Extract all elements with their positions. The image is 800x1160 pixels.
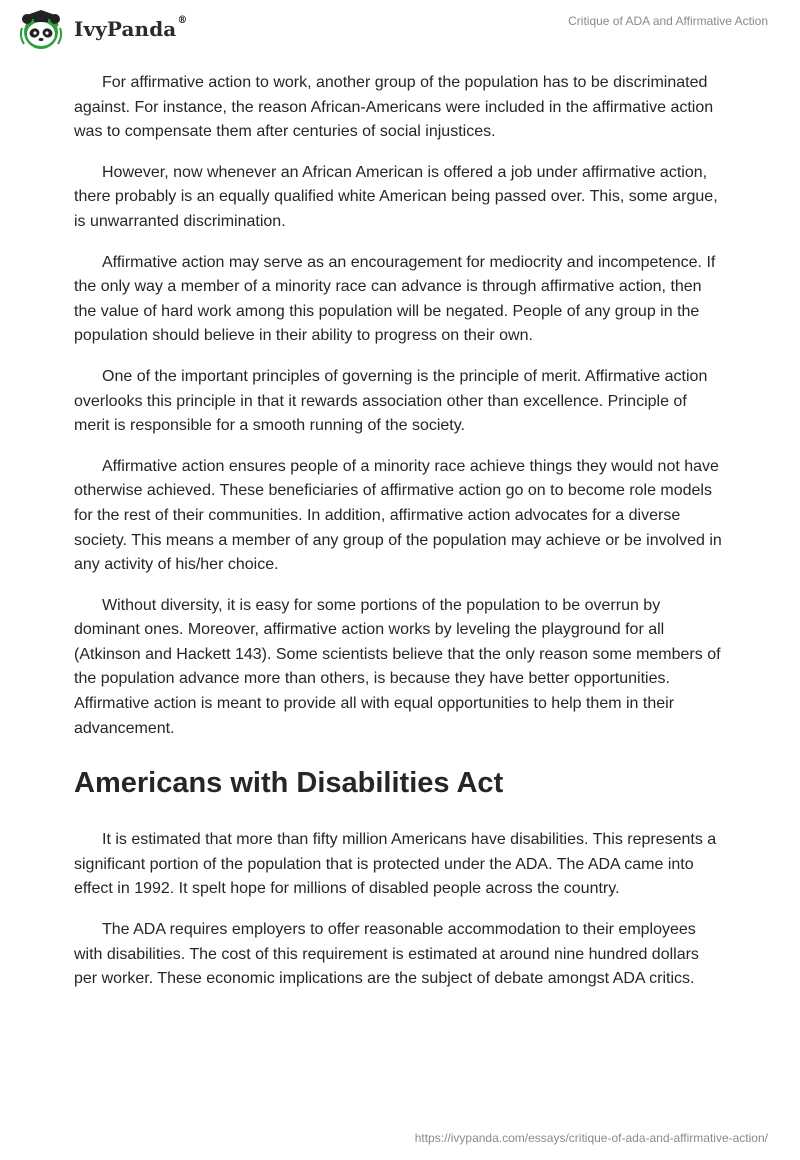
paragraph: Affirmative action may serve as an encouragement for mediocrity and incompetence. If the only way a member of a minority race can advance is through affirmative action, then the value of hard work among this population will be negated. People of any group in the population should believe in their ability to progress on their own. — [74, 253, 716, 345]
paragraph: One of the important principles of governing is the principle of merit. Affirmative action overlooks this principle in that it rewards association other than excellence. Principle of merit is responsible for a smooth running of the society. — [74, 367, 708, 435]
paragraph: However, now whenever an African American is offered a job under affirmative action, there probably is an equally qualified white American being passed over. This, some argue, is unwarranted discrimination. — [74, 163, 718, 230]
paragraph: The ADA requires employers to offer reasonable accommodation to their employees with disabilities. The cost of this requirement is estimated at around nine hundred dollars per worker. These economic implications are the subject of debate amongst ADA critics. — [74, 921, 699, 988]
ivypanda-logo[interactable] — [16, 8, 187, 50]
paragraph: Affirmative action ensures people of a minority race achieve things they would not have otherwise achieved. These beneficiaries of affirmative action go on to become role models for the rest of their communities. In addition, affirmative action advocates for a diverse society. This means a member of any group of the population may achieve or be involved in any activity of his/her choice. — [74, 457, 722, 574]
source-url[interactable]: https://ivypanda.com/essays/critique-of-ada-and-affirmative-action/ — [414, 1131, 768, 1145]
paragraph: It is estimated that more than fifty million Americans have disabilities. This represents a significant portion of the population that is protected under the ADA. The ADA came into effect in 1992. It spelt hope for millions of disabled people across the country. — [74, 831, 717, 898]
page-header — [0, 0, 800, 60]
essay-content — [74, 71, 726, 1008]
document-title: Critique of ADA and Affirmative Action — [568, 14, 768, 28]
section-heading: Americans with Disabilities Act — [74, 767, 504, 800]
paragraph: For affirmative action to work, another group of the population has to be discriminated against. For instance, the reason African-Americans were included in the affirmative action was to compensate them after centuries of social injustices. — [74, 74, 714, 141]
paragraph: Without diversity, it is easy for some portions of the population to be overrun by dominant ones. Moreover, affirmative action works by leveling the playground for all (Atkinson and Hackett 143). Some scientists believe that the only reason some members of the population advance more than others, is because they have better opportunities. Affirmative action is meant to provide all with equal opportunities to help them in their advancement. — [74, 596, 721, 737]
panda-logo-icon — [16, 8, 66, 50]
brand-name: IvyPanda® — [74, 15, 188, 41]
